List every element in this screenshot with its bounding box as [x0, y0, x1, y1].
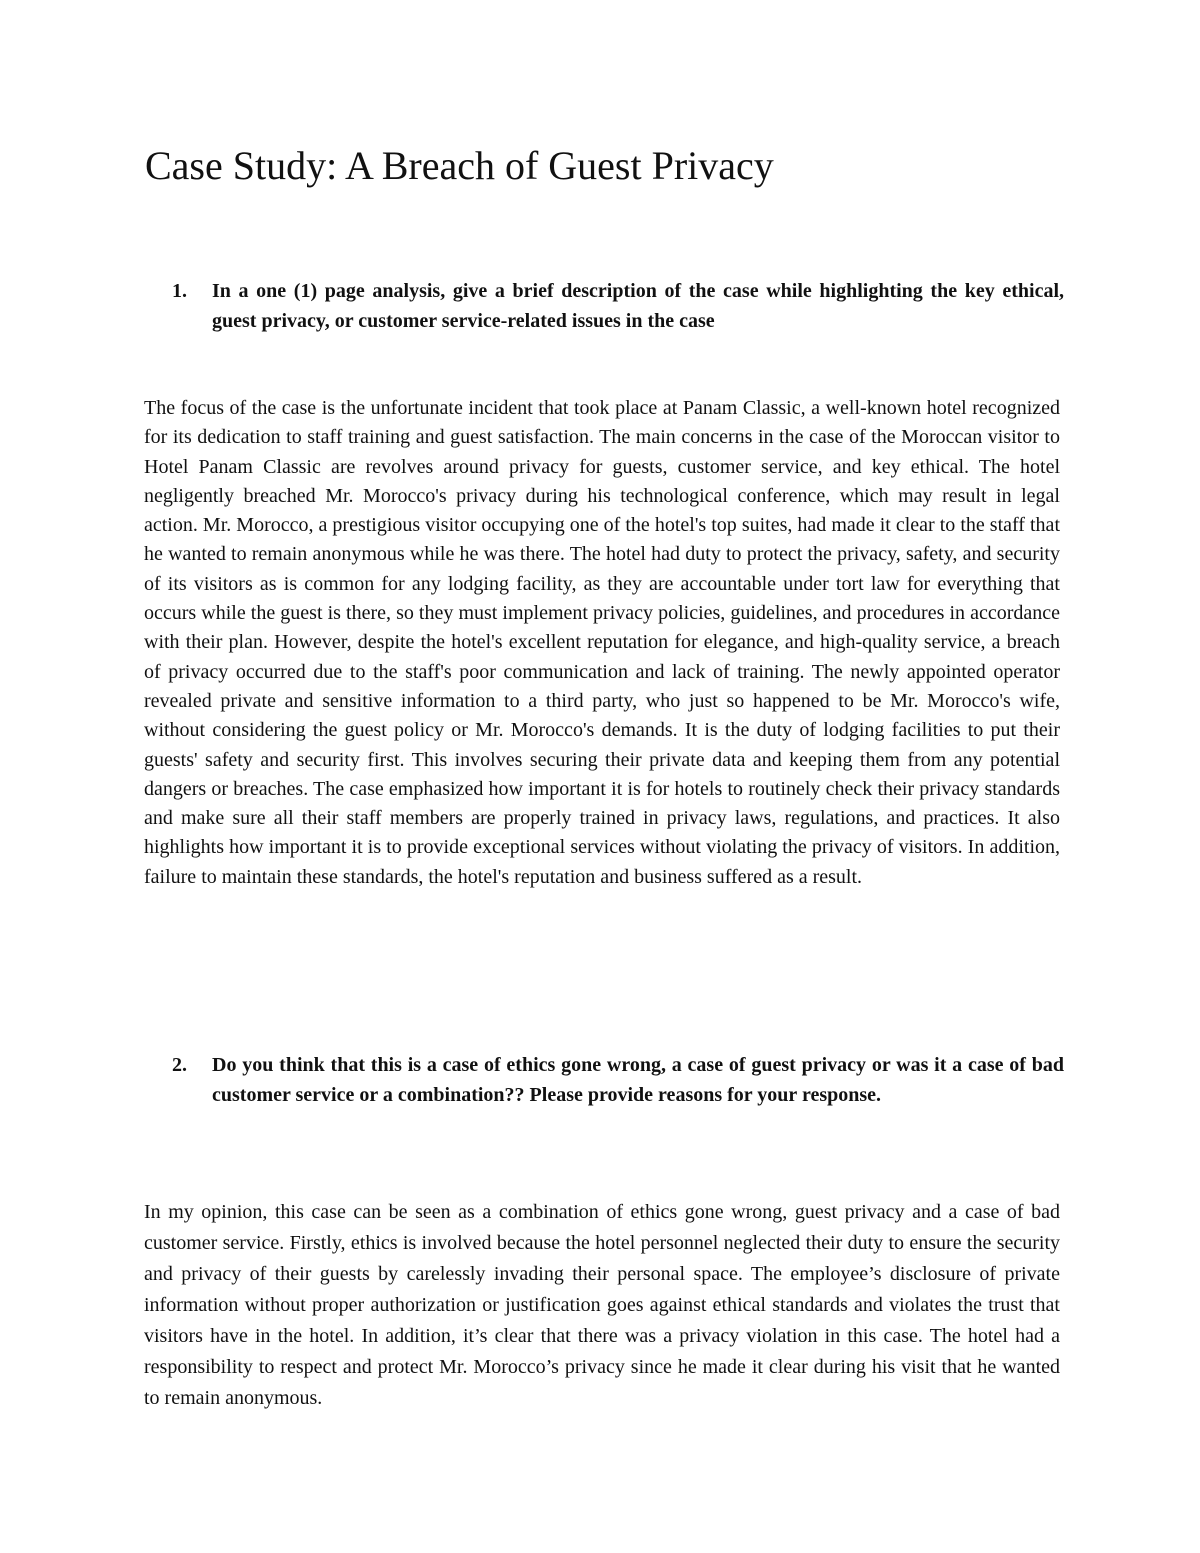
question-1: [172, 276, 1064, 336]
question-2: [172, 1050, 1064, 1110]
answer-1-paragraph: The focus of the case is the unfortunate incident that took place at Panam Classic, a well-known hotel recognized for its dedication to staff training and guest satisfaction. The main concerns in the case of the Moroccan visitor to Hotel Panam Classic are revolves around privacy for guests, customer service, and key ethical. The hotel negligently breached Mr. Morocco's privacy during his technological conference, which may result in legal action. Mr. Morocco, a prestigious visitor occupying one of the hotel's top suites, had made it clear to the staff that he wanted to remain anonymous while he was there. The hotel had duty to protect the privacy, safety, and security of its visitors as is common for any lodging facility, as they are accountable under tort law for everything that occurs while the guest is there, so they must implement privacy policies, guidelines, and procedures in accordance with their plan. However, despite the hotel's excellent reputation for elegance, and high-quality service, a breach of privacy occurred due to the staff's poor communication and lack of training. The newly appointed operator revealed private and sensitive information to a third party, who just so happened to be Mr. Morocco's wife, without considering the guest policy or Mr. Morocco's demands. It is the duty of lodging facilities to put their guests' safety and security first. This involves securing their private data and keeping them from any potential dangers or breaches. The case emphasized how important it is for hotels to routinely check their privacy standards and make sure all their staff members are properly trained in privacy laws, regulations, and practices. It also highlights how important it is to provide exceptional services without violating the privacy of visitors. In addition, failure to maintain these standards, the hotel's reputation and business suffered as a result.: [144, 397, 1060, 888]
question-text: In a one (1) page analysis, give a brief description of the case while highlighting the key ethical, guest privacy, or customer service-related issues in the case: [212, 280, 1064, 332]
document-title: Case Study: A Breach of Guest Privacy: [145, 143, 774, 188]
question-number: 2.: [172, 1054, 187, 1076]
answer-2-paragraph: In my opinion, this case can be seen as a combination of ethics gone wrong, guest privacy and a case of bad customer service. Firstly, ethics is involved because the hotel personnel neglected their duty to ensure the security and privacy of their guests by carelessly invading their personal space. The employee’s disclosure of private information without proper authorization or justification goes against ethical standards and violates the trust that visitors have in the hotel. In addition, it’s clear that there was a privacy violation in this case. The hotel had a responsibility to respect and protect Mr. Morocco’s privacy since he made it clear during his visit that he wanted to remain anonymous.: [144, 1201, 1060, 1409]
question-number: 1.: [172, 280, 187, 302]
question-text: Do you think that this is a case of ethics gone wrong, a case of guest privacy or was it a case of bad customer service or a combination?? Please provide reasons for your response.: [212, 1054, 1064, 1106]
